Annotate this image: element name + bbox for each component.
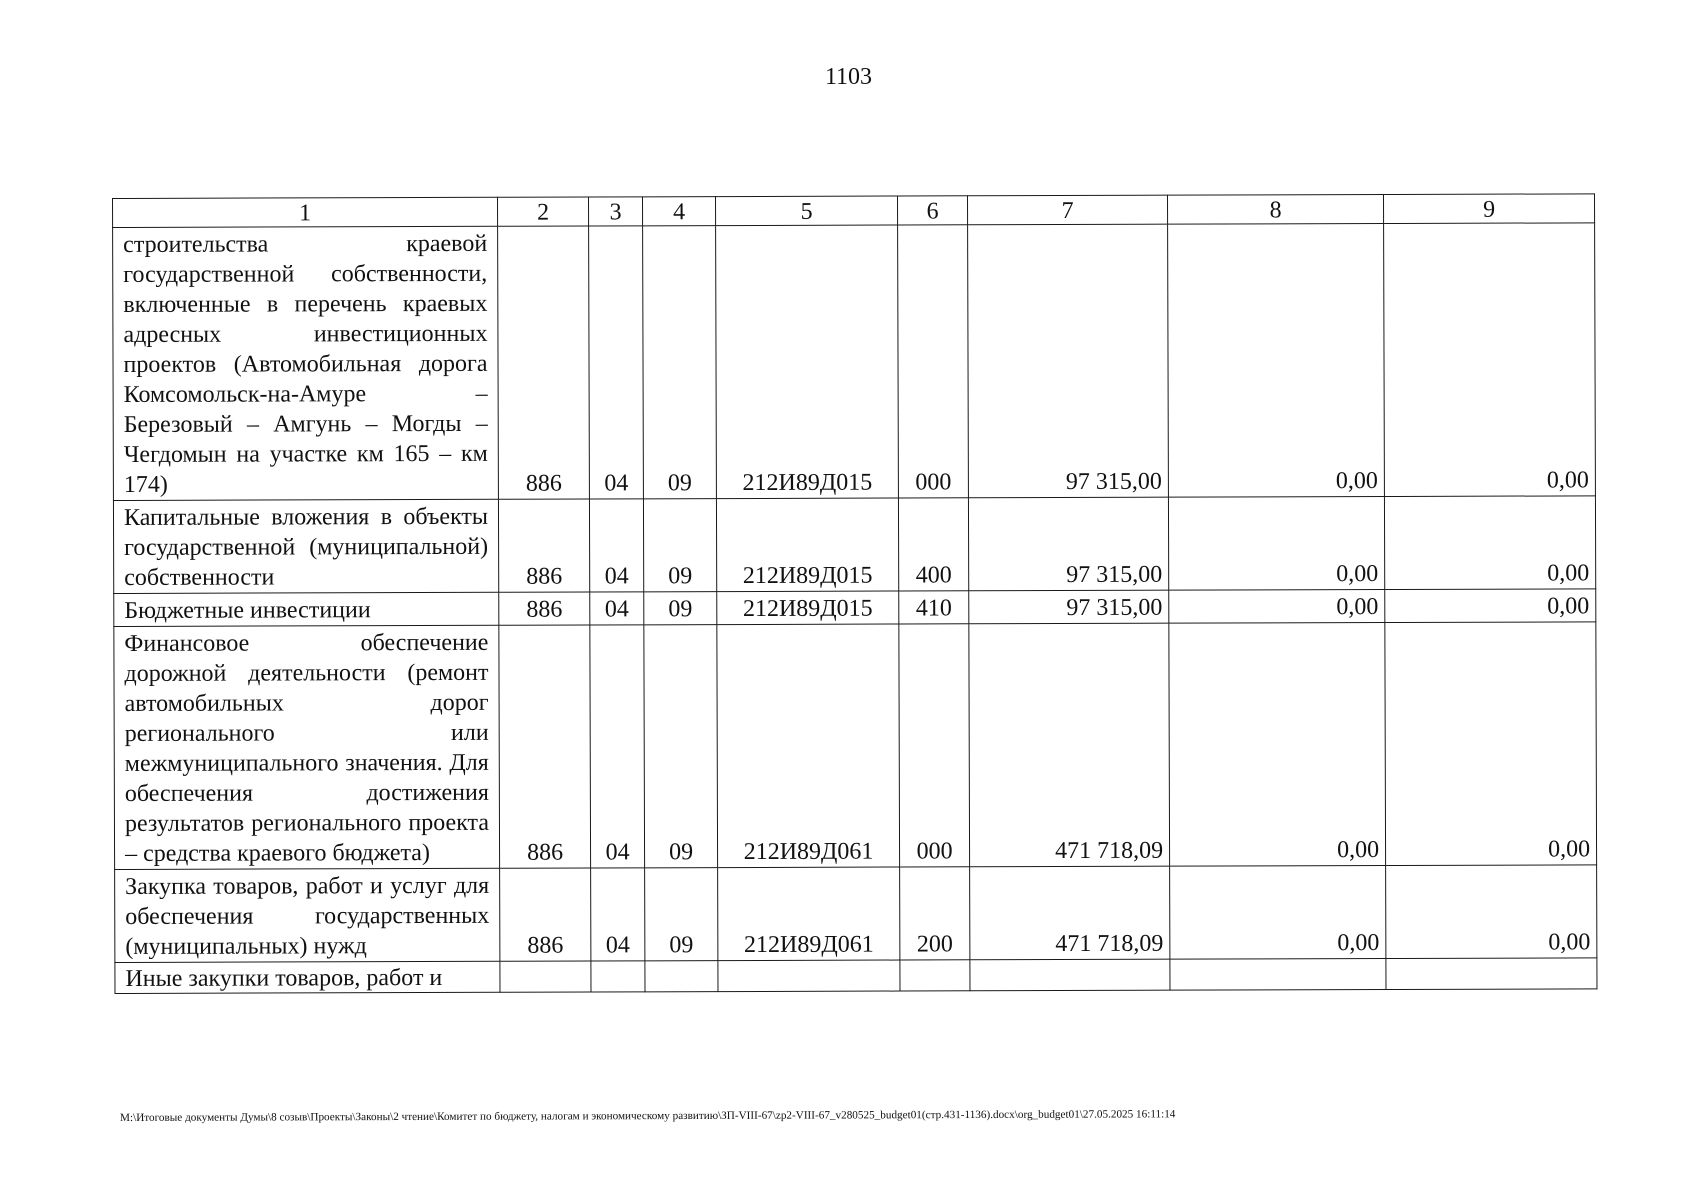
row-col-8: 0,00 bbox=[1169, 590, 1385, 624]
row-col-7: 471 718,09 bbox=[969, 623, 1170, 867]
row-name: Бюджетные инвестиции bbox=[114, 592, 499, 626]
row-col-2: 886 bbox=[498, 226, 590, 499]
row-col-4: 09 bbox=[645, 868, 718, 961]
row-col-6: 410 bbox=[899, 591, 969, 624]
header-col-4: 4 bbox=[642, 197, 715, 226]
table-row bbox=[113, 496, 1595, 594]
row-col-3: 04 bbox=[589, 226, 644, 499]
row-col-2: 886 bbox=[500, 868, 591, 961]
header-col-2: 2 bbox=[497, 197, 588, 226]
row-col-3: 04 bbox=[590, 625, 645, 868]
header-row bbox=[113, 194, 1595, 228]
row-col-7: 97 315,00 bbox=[968, 224, 1169, 498]
row-col-4: 09 bbox=[643, 226, 717, 499]
row-col-6: 400 bbox=[898, 498, 968, 591]
row-col-9: 0,00 bbox=[1384, 496, 1595, 590]
row-name: Капитальные вложения в объекты государственной (муниципальной) собственности bbox=[113, 499, 498, 593]
row-col-2: 886 bbox=[499, 592, 590, 625]
row-col-2: 886 bbox=[499, 625, 591, 868]
row-name: Закупка товаров, работ и услуг для обеспечения государственных (муниципальных) нужд bbox=[115, 868, 500, 962]
row-col-6: 000 bbox=[898, 225, 969, 498]
table-row bbox=[115, 865, 1597, 963]
header-col-9: 9 bbox=[1383, 194, 1594, 224]
row-col-9: 0,00 bbox=[1384, 223, 1596, 497]
header-col-6: 6 bbox=[897, 196, 967, 225]
row-col-5: 212И89Д061 bbox=[718, 867, 900, 961]
row-col-9: 0,00 bbox=[1385, 589, 1596, 623]
row-col-9: 0,00 bbox=[1385, 622, 1597, 866]
table-row bbox=[113, 223, 1596, 501]
budget-table bbox=[112, 193, 1597, 994]
row-col-6: 200 bbox=[900, 867, 970, 960]
row-col-3: 04 bbox=[590, 592, 644, 625]
header-col-8: 8 bbox=[1167, 195, 1383, 225]
row-name: Иные закупки товаров, работ и bbox=[115, 961, 500, 993]
row-col-4: 09 bbox=[643, 499, 716, 592]
row-col-6 bbox=[900, 960, 970, 991]
row-name: Финансовое обеспечение дорожной деятельности (ремонт автомобильных дорог регионального или межмуниципального значения. Для обеспечения достижения результатов регионального проекта – средства краевого бюджета) bbox=[114, 625, 500, 869]
row-col-5: 212И89Д015 bbox=[716, 498, 898, 592]
row-col-4: 09 bbox=[644, 625, 718, 868]
footer-file-path: M:\Итоговые документы Думы\8 созыв\Проекты\Законы\2 чтение\Комитет по бюджету, налогам и экономическому развитию\ЗП-VIII-67\zp2-VIII-67_v280525_budget01(стр.431-1136).docx\org_budget01\27.05.2025 16:11:14 bbox=[120, 1108, 1176, 1124]
row-col-3: 04 bbox=[591, 868, 645, 961]
header-col-7: 7 bbox=[967, 195, 1167, 225]
row-col-5 bbox=[718, 960, 900, 992]
row-col-5: 212И89Д015 bbox=[717, 591, 899, 625]
row-col-3: 04 bbox=[589, 499, 643, 592]
row-col-8: 0,00 bbox=[1170, 866, 1386, 960]
row-col-2 bbox=[500, 961, 591, 992]
table-row bbox=[114, 622, 1597, 870]
row-col-9: 0,00 bbox=[1386, 865, 1597, 959]
page-number: 1103 bbox=[824, 64, 873, 90]
table-row bbox=[114, 589, 1596, 627]
row-col-7: 97 315,00 bbox=[969, 590, 1169, 624]
header-col-1: 1 bbox=[113, 197, 498, 227]
row-col-5: 212И89Д061 bbox=[717, 624, 900, 868]
header-col-5: 5 bbox=[715, 196, 897, 226]
row-col-7 bbox=[970, 959, 1170, 991]
row-col-7: 471 718,09 bbox=[970, 866, 1170, 960]
table-row bbox=[115, 958, 1597, 994]
row-col-2: 886 bbox=[498, 499, 589, 592]
row-col-8: 0,00 bbox=[1168, 497, 1384, 591]
header-col-3: 3 bbox=[588, 197, 642, 226]
row-col-4 bbox=[645, 961, 718, 992]
row-col-8: 0,00 bbox=[1168, 224, 1385, 498]
row-col-4: 09 bbox=[644, 592, 717, 625]
row-col-9 bbox=[1386, 958, 1597, 990]
row-col-8 bbox=[1170, 959, 1386, 991]
row-col-3 bbox=[591, 961, 645, 992]
row-col-7: 97 315,00 bbox=[968, 497, 1168, 591]
row-col-8: 0,00 bbox=[1169, 623, 1386, 867]
row-name: строительства краевой государственной собственности, включенные в перечень краевых адресных инвестиционных проектов (Автомобильная дорога Комсомольск-на-Амуре – Березовый – Амгунь – Могды – Чегдомын на участке км 165 – км 174) bbox=[113, 226, 499, 500]
row-col-6: 000 bbox=[899, 624, 970, 867]
row-col-5: 212И89Д015 bbox=[716, 225, 899, 499]
